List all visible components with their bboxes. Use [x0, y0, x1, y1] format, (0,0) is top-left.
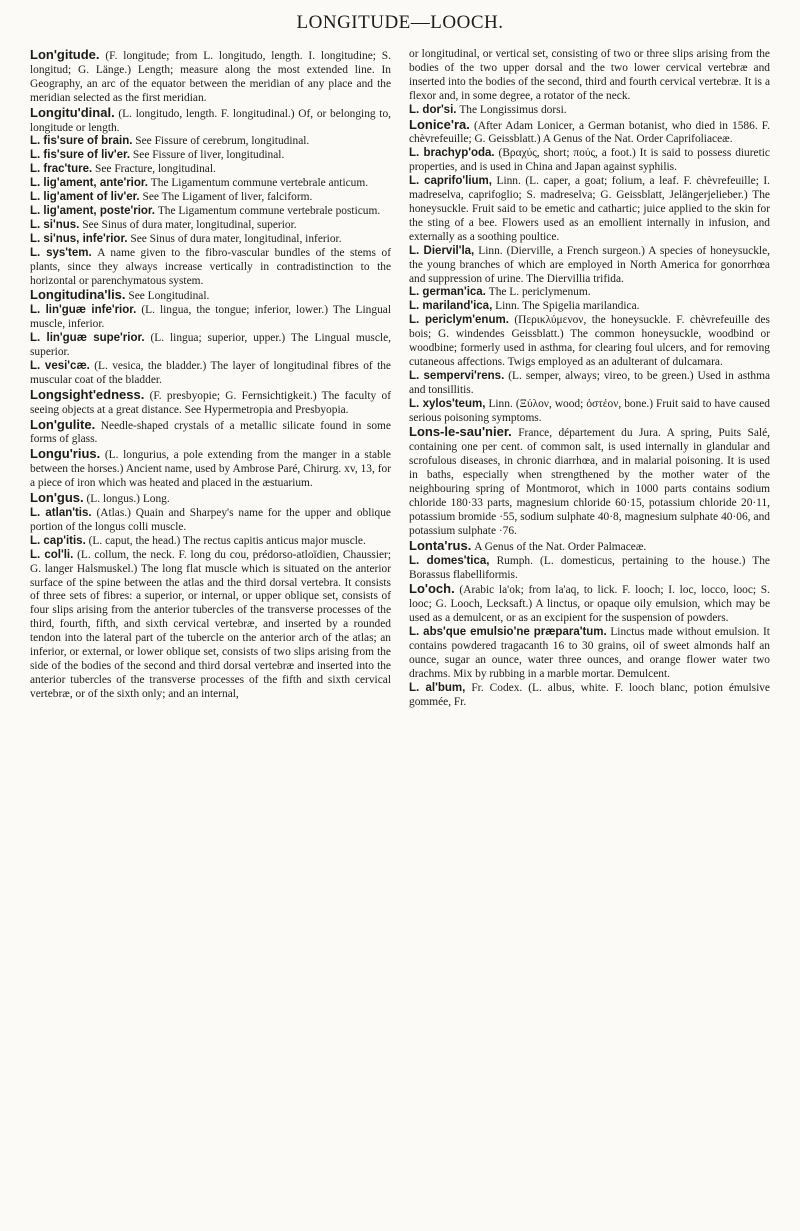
- dictionary-entry: [30, 304, 391, 332]
- dictionary-entry: [409, 245, 770, 287]
- entry-definition: (Atlas.) Quain and Sharpey's name for the upper and oblique portion of the longus colli muscle.: [30, 507, 391, 533]
- entry-definition: Linn. (L. caper, a goat; folium, a leaf. F. chèvrefeuille; I. madreselva, caprifoglio; S. madreselva; G. Geissblatt, Jelängerjelieber.) The honeysuckle. Fruit said to be emetic and cathartic; juice applied to the skin for the sting of a bee. Flowers used as an emollient internally in infusion, and externally as a soothing poultice.: [409, 175, 770, 243]
- entry-definition: (L. longurius, a pole extending from the manger in a stable between the horses.) Ancient name, used by Ambrose Paré, Chirurg. xv, 13, for a piece of iron which was heated and placed in the æstuarium.: [30, 449, 391, 490]
- dictionary-entry: [30, 447, 391, 491]
- entry-definition: (L. vesica, the bladder.) The layer of longitudinal fibres of the muscular coat of the bladder.: [30, 359, 391, 386]
- entry-headword: Longitu'dinal.: [30, 104, 115, 120]
- entry-headword: L. dor'si.: [409, 103, 457, 116]
- dictionary-entry: [409, 539, 770, 555]
- entry-definition: (L. collum, the neck. F. long du cou, prédorso-atloïdien, Chaussier; G. langer Halsmuskel.) The long flat muscle which is situated on the anterior surface of the spine between the atlas and the third dorsal vertebra. It consists of three sets of fibres: a superior, or internal, or upper oblique set, consists of four slips arising from the anterior tubercles of the transverse processes of the third, fourth, fifth, and sixth cervical vertebræ, and inserted by a rounded tendon into the lateral part of the tubercle on the anterior arch of the atlas; an inferior, or external, or lower oblique set, consists of two slips arising from the side of the bodies of the second and third dorsal vertebræ and inserted into the anterior tubercles of the transverse processes of the fifth and sixth cervical vertebræ, or of the sixth only; and an internal,: [30, 548, 391, 700]
- dictionary-entry: [30, 360, 391, 388]
- entry-definition: Linn. (Ξύλον, wood; ὀστέον, bone.) Fruit said to have caused serious poisoning symptoms.: [409, 397, 770, 424]
- entry-definition: A name given to the fibro-vascular bundles of the stems of plants, since they always increase vertically in contradistinction to the horizontal or parenchymatous system.: [30, 246, 391, 287]
- entry-definition: (L. lingua, the tongue; inferior, lower.) The Lingual muscle, inferior.: [30, 304, 391, 331]
- entry-definition: (After Adam Lonicer, a German botanist, who died in 1586. F. chèvrefeuille; G. Geissblatt.) A Genus of the Nat. Order Caprifoliaceæ.: [409, 119, 770, 146]
- entry-headword: L. col'li.: [30, 548, 74, 561]
- entry-definition: See Sinus of dura mater, longitudinal, superior.: [82, 218, 297, 231]
- entry-headword: L. lig'ament of liv'er.: [30, 191, 140, 204]
- dictionary-entry: [409, 300, 770, 314]
- entry-headword: Longu'rius.: [30, 446, 101, 462]
- entry-definition: Needle-shaped crystals of a metallic silicate found in some forms of glass.: [30, 419, 391, 446]
- entry-headword: Lo'och.: [409, 581, 455, 597]
- dictionary-entry: [409, 147, 770, 175]
- entry-headword: L. sys'tem.: [30, 246, 92, 259]
- dictionary-entry: [30, 149, 391, 163]
- dictionary-entry: [30, 332, 391, 360]
- dictionary-entry: [409, 370, 770, 398]
- entry-definition: See Fissure of cerebrum, longitudinal.: [135, 135, 310, 148]
- dictionary-entry: [30, 191, 391, 205]
- entry-headword: L. atlan'tis.: [30, 507, 92, 519]
- entry-definition: (Arabic la'ok; from la'aq, to lick. F. looch; I. loc, locco, looc; S. looc; G. Looch, Lecksaft.) A linctus, or opaque oily emulsion, which may be used as a demulcent, or as an excipient for the suspension of powders.: [409, 584, 770, 625]
- entry-headword: L. si'nus, infe'rior.: [30, 232, 128, 245]
- dictionary-entry: [409, 314, 770, 370]
- entry-definition: Fr. Codex. (L. albus, white. F. looch blanc, potion émulsive gommée, Fr.: [409, 681, 770, 708]
- entry-definition: Linn. (Dierville, a French surgeon.) A species of honeysuckle, the young branches of which are employed in North America for gonorrhœa and suppression of urine. The Diervillia trifida.: [409, 244, 770, 285]
- left-column: [30, 48, 391, 710]
- dictionary-entry: [30, 163, 391, 177]
- entry-headword: L. german'ica.: [409, 286, 486, 299]
- entry-headword: Lon'gulite.: [30, 416, 96, 432]
- dictionary-entry: [30, 205, 391, 219]
- entry-definition: See Fissure of liver, longitudinal.: [132, 149, 285, 162]
- dictionary-entry: [409, 48, 770, 104]
- entry-headword: Lonice'ra.: [409, 116, 470, 132]
- entry-headword: Longitudina'lis.: [30, 287, 126, 303]
- entry-headword: L. domes'tica,: [409, 554, 490, 567]
- dictionary-entry: [30, 135, 391, 149]
- entry-definition: (Βραχύς, short; πούς, a foot.) It is said to possess diuretic properties, and is used in China and Japan against syphilis.: [409, 147, 770, 174]
- dictionary-entry: [409, 682, 770, 710]
- dictionary-entry: [409, 286, 770, 300]
- entry-headword: Lons-le-sau'nier.: [409, 424, 512, 440]
- dictionary-entry: [30, 247, 391, 289]
- dictionary-entry: [409, 425, 770, 538]
- entry-definition: (L. semper, always; vireo, to be green.) Used in asthma and tonsillitis.: [409, 369, 771, 396]
- entry-headword: L. lig'ament, poste'rior.: [30, 204, 155, 217]
- entry-headword: L. periclym'enum.: [409, 314, 509, 327]
- entry-definition: or longitudinal, or vertical set, consisting of two or three slips arising from the bodies of the two upper dorsal and the two lower cervical vertebræ and inserted into the bodies of the second, third and fourth cervical vertebræ. It is a flexor and, in some degree, a rotator of the neck.: [409, 48, 770, 102]
- dictionary-entry: [30, 491, 391, 507]
- dictionary-entry: [30, 388, 391, 418]
- dictionary-entry: [409, 555, 770, 583]
- right-column: [409, 48, 770, 710]
- entry-headword: L. frac'ture.: [30, 163, 93, 176]
- entry-headword: L. mariland'ica,: [409, 300, 493, 313]
- entry-definition: (L. lingua; superior, upper.) The Lingual muscle, superior.: [30, 332, 391, 359]
- dictionary-entry: [30, 177, 391, 191]
- entry-definition: (L. longus.) Long.: [86, 493, 170, 506]
- entry-headword: L. lin'guæ infe'rior.: [30, 304, 137, 317]
- dictionary-entry: [30, 535, 391, 549]
- entry-headword: L. sempervi'rens.: [409, 369, 505, 382]
- entry-definition: Linn. The Spigelia marilandica.: [495, 300, 640, 313]
- running-head: LONGITUDE—LOOCH.: [296, 12, 504, 33]
- entry-definition: The L. periclymenum.: [488, 286, 591, 299]
- dictionary-entry: [409, 582, 770, 626]
- entry-definition: (L. longitudo, length. F. longitudinal.) Of, or belonging to, longitude or length.: [30, 107, 391, 134]
- entry-headword: L. si'nus.: [30, 218, 80, 231]
- entry-headword: L. vesi'cæ.: [30, 359, 90, 372]
- columns: [30, 48, 770, 710]
- dictionary-entry: [30, 549, 391, 702]
- entry-headword: L. lig'ament, ante'rior.: [30, 177, 148, 190]
- entry-headword: L. cap'itis.: [30, 534, 86, 547]
- entry-definition: (F. presbyopie; G. Fernsichtigkeit.) The faculty of seeing objects at a great distance. See Hypermetropia and Presbyopia.: [30, 389, 391, 416]
- dictionary-entry: [30, 106, 391, 136]
- entry-definition: A Genus of the Nat. Order Palmaceæ.: [474, 540, 647, 553]
- dictionary-entry: [409, 398, 770, 426]
- entry-definition: Rumph. (L. domesticus, pertaining to the house.) The Borassus flabelliformis.: [409, 554, 770, 581]
- entry-headword: Longsight'edness.: [30, 386, 145, 402]
- entry-headword: L. fis'sure of liv'er.: [30, 149, 131, 162]
- entry-definition: (F. longitude; from L. longitudo, length. I. longitudine; S. longitud; G. Länge.) Length; measure along the most extended line. In Geography, an arc of the equator between the meridian of any place and the meridian selected as the first meridian.: [30, 50, 391, 104]
- entry-headword: Lonta'rus.: [409, 537, 472, 553]
- entry-definition: See Fracture, longitudinal.: [95, 163, 216, 176]
- entry-definition: See Sinus of dura mater, longitudinal, inferior.: [130, 232, 342, 245]
- dictionary-entry: [409, 118, 770, 148]
- entry-headword: L. fis'sure of brain.: [30, 135, 133, 148]
- entry-headword: L. al'bum,: [409, 681, 466, 694]
- entry-definition: See Longitudinal.: [128, 290, 210, 303]
- entry-headword: L. abs'que emulsio'ne præpara'tum.: [409, 626, 607, 639]
- entry-headword: Lon'gitude.: [30, 47, 100, 62]
- entry-definition: The Ligamentum commune vertebrale anticum.: [150, 177, 369, 190]
- dictionary-entry: [409, 175, 770, 245]
- dictionary-entry: [30, 48, 391, 106]
- entry-headword: L. brachyp'oda.: [409, 147, 495, 160]
- entry-headword: L. xylos'teum,: [409, 397, 486, 410]
- entry-definition: The Ligamentum commune vertebrale posticum.: [157, 204, 381, 217]
- entry-headword: L. caprifo'lium,: [409, 175, 492, 188]
- entry-headword: L. lin'guæ supe'rior.: [30, 332, 145, 345]
- dictionary-entry: [30, 288, 391, 304]
- dictionary-entry: [30, 418, 391, 448]
- dictionary-entry: [30, 507, 391, 535]
- entry-definition: See The Ligament of liver, falciform.: [142, 191, 313, 204]
- entry-definition: France, département du Jura. A spring, Puits Salé, containing one per cent. of common salt, is used internally in glandular and scrofulous diseases, in chronic diarrhœa, and in malarial poisoning. It is used in baths, especially when strengthened by the mother water of the neighbouring spring of Montmorot, which in 1000 parts contains sodium chloride 180·33 parts, magnesium chloride 60·15, potassium chloride 20·11, potassium bromide ·55, sodium sulphate 40·8, magnesium sulphate 40·06, and potassium sulphate ·76.: [409, 427, 770, 537]
- entry-definition: (Περικλύμενον, the honeysuckle. F. chèvrefeuille des bois; G. windendes Geissblatt.) The common honeysuckle, woodbind or woodbine; formerly used in asthma, for clearing foul ulcers, and for removing cutaneous affections. Twigs employed as an adulterant of dulcamara.: [409, 314, 770, 368]
- entry-headword: Lon'gus.: [30, 490, 84, 506]
- dictionary-entry: [30, 219, 391, 233]
- dictionary-entry: [30, 233, 391, 247]
- entry-definition: (L. caput, the head.) The rectus capitis anticus major muscle.: [88, 534, 366, 547]
- entry-definition: The Longissimus dorsi.: [459, 103, 567, 116]
- entry-headword: L. Diervil'la,: [409, 244, 475, 257]
- dictionary-entry: [409, 104, 770, 118]
- entry-definition: Linctus made without emulsion. It contains powdered tragacanth 16 to 30 grains, oil of sweet almonds half an ounce, sugar an ounce, water three ounces, and orange flower water two drachms. Mix by rubbing in a marble mortar. Demulcent.: [409, 626, 770, 680]
- dictionary-entry: [409, 626, 770, 682]
